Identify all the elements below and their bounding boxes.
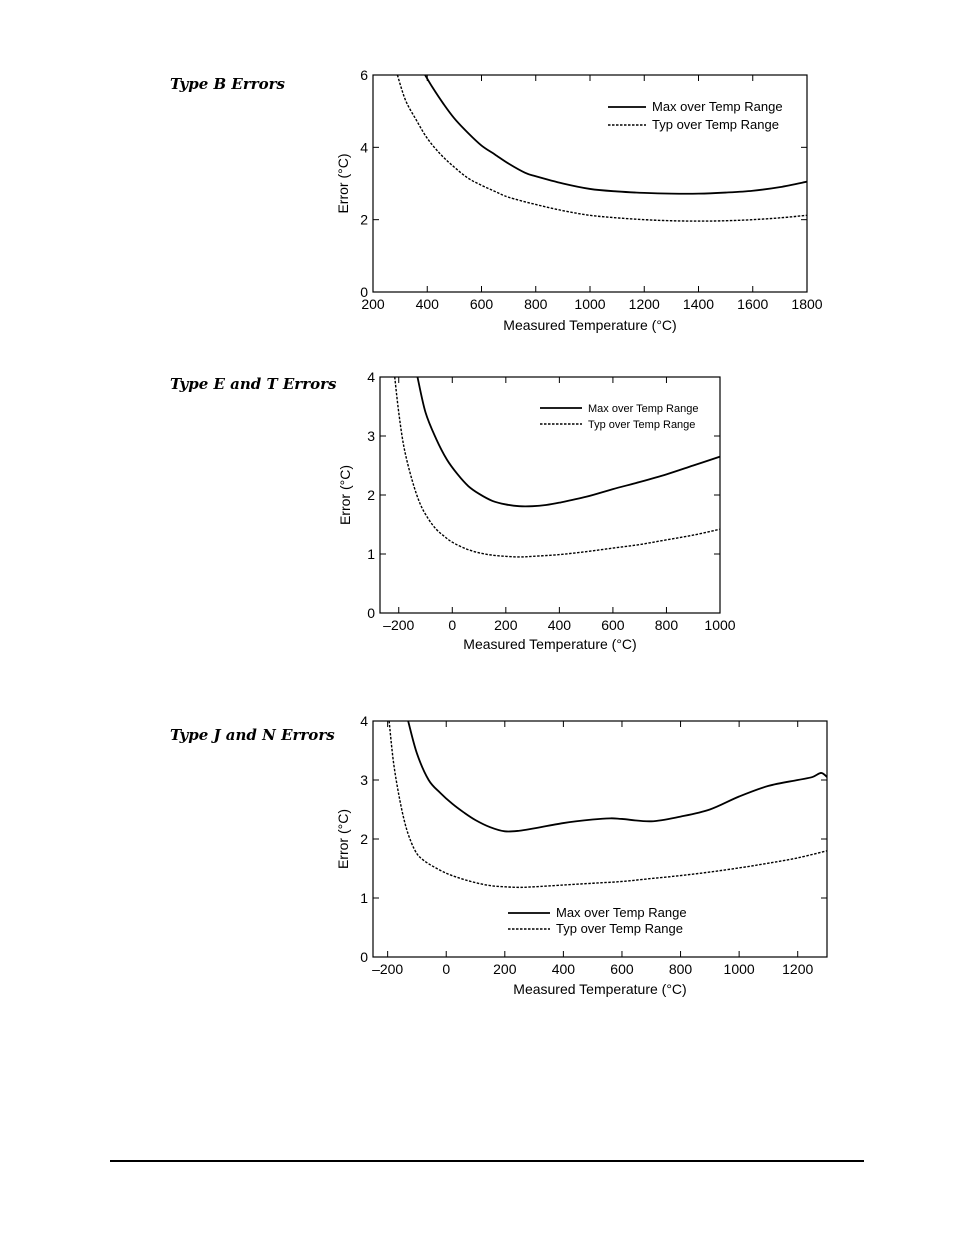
chart-3 xyxy=(335,713,827,997)
x-axis-label: Measured Temperature (°C) xyxy=(503,317,677,333)
x-tick-label: 0 xyxy=(442,961,451,977)
y-tick-label: 1 xyxy=(360,890,368,906)
y-tick-label: 2 xyxy=(367,487,375,503)
y-tick-label: 4 xyxy=(360,713,368,729)
y-tick-label: 0 xyxy=(360,949,368,965)
y-tick-label: 3 xyxy=(360,772,368,788)
x-tick-label: 200 xyxy=(361,296,385,312)
x-tick-label: –200 xyxy=(372,961,404,977)
y-tick-label: 3 xyxy=(367,428,375,444)
x-axis-label: Measured Temperature (°C) xyxy=(513,981,687,997)
x-tick-label: 200 xyxy=(494,617,518,633)
x-tick-label: 800 xyxy=(668,961,693,977)
max-series-line xyxy=(425,75,807,194)
y-axis-label: Error (°C) xyxy=(335,808,351,870)
x-tick-label: –200 xyxy=(383,617,415,633)
typ-series-line xyxy=(397,75,807,221)
x-tick-label: 600 xyxy=(601,617,625,633)
x-tick-label: 200 xyxy=(493,961,517,977)
x-tick-label: 400 xyxy=(415,296,439,312)
max-series-line xyxy=(408,721,827,832)
y-tick-label: 2 xyxy=(360,211,368,228)
typ-series-line xyxy=(389,721,827,887)
x-tick-label: 1200 xyxy=(782,961,814,977)
legend-label: Max over Temp Range xyxy=(652,99,783,114)
chart-1 xyxy=(335,67,823,333)
y-axis-label: Error (°C) xyxy=(337,464,353,526)
max-series-line xyxy=(417,377,720,506)
x-tick-label: 1000 xyxy=(723,961,755,977)
x-tick-label: 1400 xyxy=(682,296,715,312)
x-tick-label: 400 xyxy=(551,961,576,977)
x-tick-label: 1000 xyxy=(574,296,606,312)
y-axis-label: Error (°C) xyxy=(335,153,351,214)
y-tick-label: 0 xyxy=(360,284,368,300)
x-tick-label: 600 xyxy=(469,296,494,312)
y-tick-label: 0 xyxy=(367,605,375,621)
legend-label: Typ over Temp Range xyxy=(588,419,696,431)
x-tick-label: 400 xyxy=(547,617,572,633)
legend-label: Max over Temp Range xyxy=(588,403,699,415)
y-tick-label: 4 xyxy=(360,139,368,156)
legend-label: Typ over Temp Range xyxy=(556,921,683,936)
x-tick-label: 1600 xyxy=(737,296,769,312)
x-tick-label: 800 xyxy=(654,617,679,633)
legend-label: Max over Temp Range xyxy=(556,905,687,920)
caption-type-e-t: Type E and T Errors xyxy=(170,375,337,393)
x-tick-label: 0 xyxy=(448,617,457,633)
x-tick-label: 800 xyxy=(524,296,548,312)
legend-label: Typ over Temp Range xyxy=(652,117,779,132)
x-tick-label: 1000 xyxy=(704,617,736,633)
caption-type-b: Type B Errors xyxy=(170,75,285,93)
y-tick-label: 4 xyxy=(367,369,375,385)
y-tick-label: 1 xyxy=(367,546,375,562)
x-tick-label: 600 xyxy=(610,961,634,977)
x-tick-label: 1800 xyxy=(791,296,823,312)
x-tick-label: 1200 xyxy=(628,296,660,312)
y-tick-label: 2 xyxy=(360,831,368,847)
x-axis-label: Measured Temperature (°C) xyxy=(463,636,637,652)
caption-type-j-n: Type J and N Errors xyxy=(170,726,335,744)
chart-2 xyxy=(337,369,736,652)
y-tick-label: 6 xyxy=(360,67,368,83)
footer-rule xyxy=(110,1160,864,1162)
